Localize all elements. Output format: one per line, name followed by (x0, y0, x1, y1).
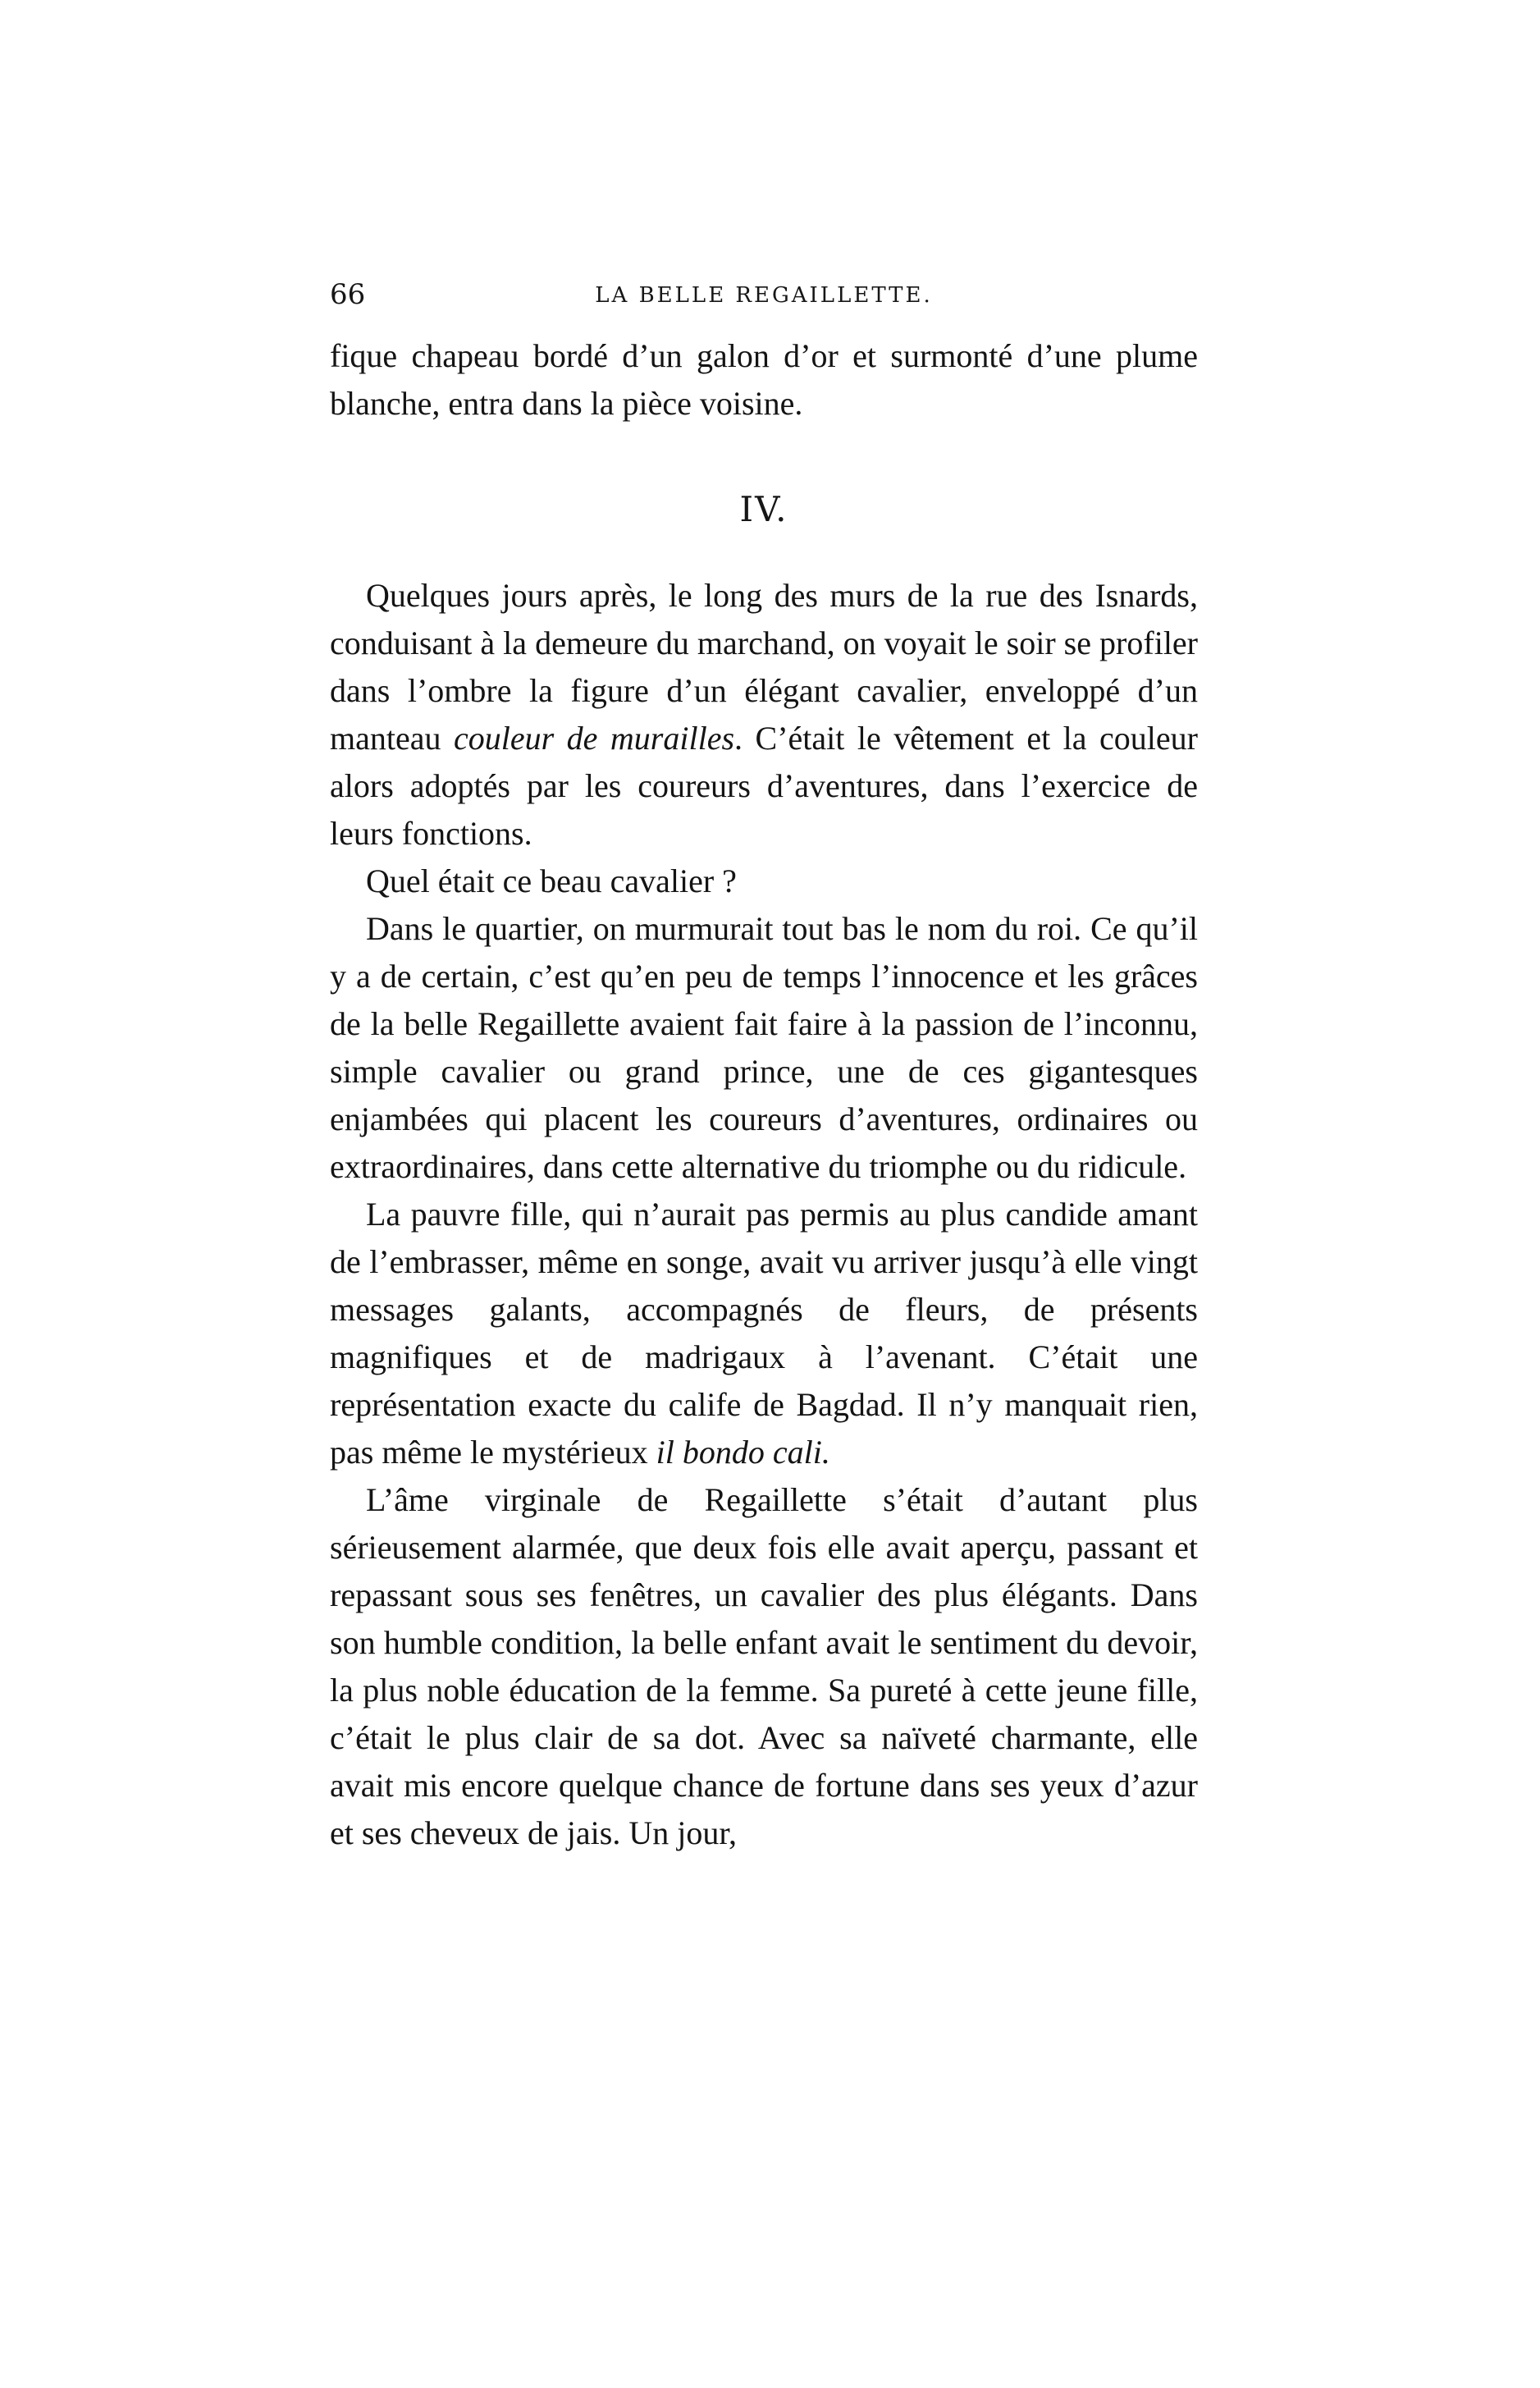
paragraph-continuation: fique chapeau bordé d’un galon d’or et surmonté d’une plume blanche, entra dans la pièce voisine. (330, 337, 1198, 422)
body-text (330, 572, 1198, 1857)
paragraph-4-text: La pauvre fille, qui n’aurait pas permis au plus candide amant de l’embrasser, même en songe, avait vu arriver jusqu’à elle vingt messages galants, accompagnés de fleurs, de présents magnifiques et de madrigaux à l’avenant. C’était une représentation exacte du calife de Bagdad. Il n’y manquait rien, pas même le mystérieux (330, 1196, 1198, 1471)
paragraph-5: L’âme virginale de Regaillette s’était d’autant plus sérieusement alarmée, que deux fois elle avait aperçu, passant et repassant sous ses fenêtres, un cavalier des plus élégants. Dans son humble condition, la belle enfant avait le sentiment du devoir, la plus noble éducation de la femme. Sa pureté à cette jeune fille, c’était le plus clair de sa dot. Avec sa naïveté charmante, elle avait mis encore quelque chance de fortune dans ses yeux d’azur et ses cheveux de jais. Un jour, (330, 1481, 1198, 1851)
continued-paragraph-block (330, 332, 1198, 428)
paragraph-2: Quel était ce beau cavalier ? (366, 862, 737, 899)
running-title: LA BELLE REGAILLETTE. (595, 283, 933, 308)
paragraph-4-italic: il bondo cali. (656, 1434, 830, 1471)
section-heading: IV. (739, 489, 788, 529)
paragraph-1-italic: couleur de murailles (453, 720, 735, 757)
paragraph-3: Dans le quartier, on murmurait tout bas le nom du roi. Ce qu’il y a de certain, c’est qu’en peu de temps l’innocence et les grâces de la belle Regaillette avaient fait faire à la passion de l’inconnu, simple cavalier ou grand prince, une de ces gigantesques enjambées qui placent les coureurs d’aventures, ordinaires ou extraordinaires, dans cette alternative du triomphe ou du ridicule. (330, 910, 1198, 1185)
page-number: 66 (330, 278, 366, 311)
paragraph-1-text-b: . C’était le vêtement et la couleur alors adoptés par les coureurs d’aventures, dans l’exercice de leurs fonctions. (330, 720, 1198, 852)
paragraph-1 (330, 572, 1198, 858)
paragraph-4 (330, 1191, 1198, 1476)
page-header (330, 276, 1198, 313)
paragraph-1-text-a: Quelques jours après, le long des murs de la rue des Isnards, conduisant à la demeure du marchand, on voyait le soir se profiler dans l’ombre la figure d’un élégant cavalier, enveloppé d’un manteau (330, 577, 1198, 757)
